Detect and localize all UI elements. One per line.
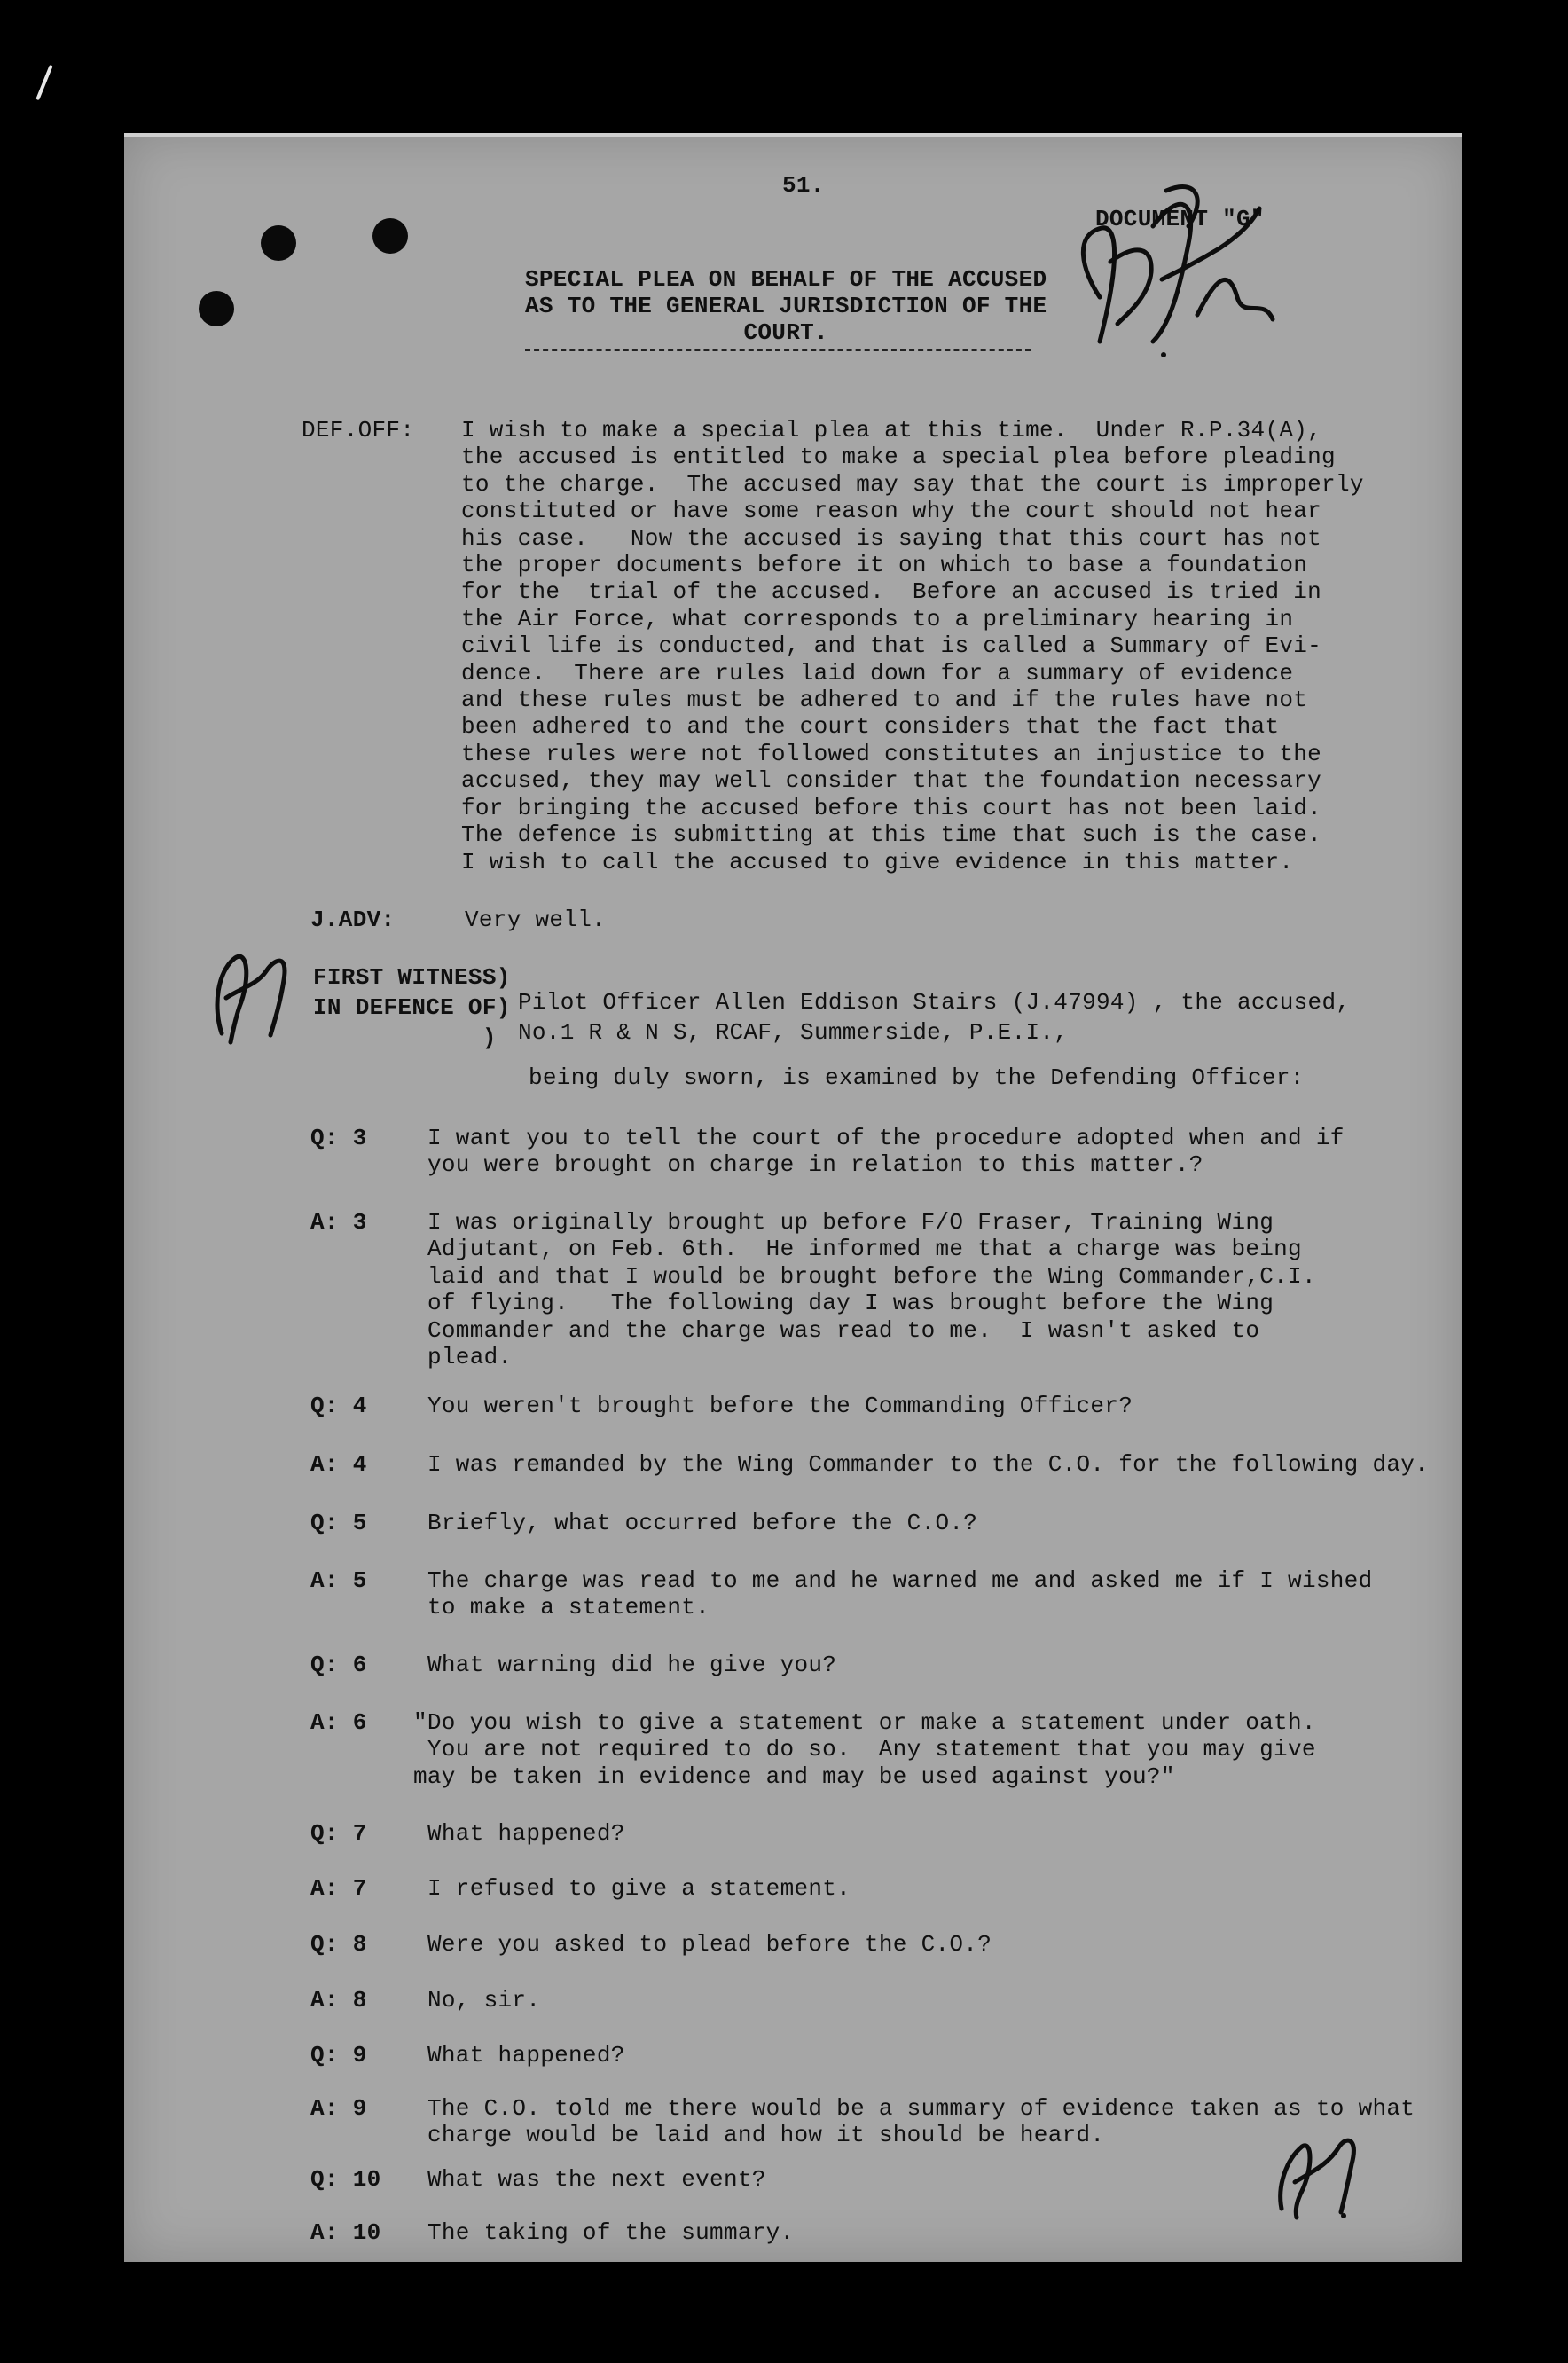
qa-text: [427, 1209, 1316, 1370]
qa-number: A: 4: [310, 1451, 367, 1478]
qa-line: I was originally brought up before F/O Fraser, Training Wing: [427, 1209, 1274, 1236]
qa-number: Q: 6: [310, 1652, 367, 1678]
document-title: [525, 266, 1047, 346]
qa-text: [427, 1125, 1345, 1179]
signature-initials-top: [1047, 173, 1304, 368]
qa-number: Q: 9: [310, 2042, 367, 2069]
qa-line: laid and that I would be brought before the Wing Commander,C.I.: [427, 1262, 1316, 1290]
statement-line: dence. There are rules laid down for a summary of evidence: [461, 659, 1294, 687]
j-adv-text: Very well.: [465, 907, 607, 933]
qa-number: A: 9: [310, 2095, 367, 2122]
document-label: DOCUMENT "G": [1095, 206, 1265, 232]
title-line: AS TO THE GENERAL JURISDICTION OF THE: [525, 293, 1047, 319]
qa-number: A: 7: [310, 1875, 367, 1902]
statement-line: the proper documents before it on which to base a foundation: [461, 552, 1308, 579]
qa-number: A: 6: [310, 1709, 367, 1736]
statement-line: civil life is conducted, and that is called a Summary of Evi-: [461, 632, 1322, 660]
qa-line: charge would be laid and how it should be heard.: [427, 2122, 1105, 2149]
punch-hole: [199, 291, 234, 326]
qa-number: Q: 3: [310, 1125, 367, 1151]
sworn-statement: being duly sworn, is examined by the Defending Officer:: [529, 1064, 1305, 1091]
statement-line: for the trial of the accused. Before an accused is tried in: [461, 578, 1322, 606]
witness-initials: [195, 936, 310, 1051]
statement-line: his case. Now the accused is saying that this court has not: [461, 524, 1322, 552]
title-line: COURT.: [743, 319, 828, 346]
def-off-statement: [461, 417, 1364, 875]
qa-line: to make a statement.: [427, 1594, 710, 1621]
qa-text: What was the next event?: [427, 2166, 766, 2193]
witness-text-line: No.1 R & N S, RCAF, Summerside, P.E.I.,: [518, 1019, 1069, 1046]
qa-line: You are not required to do so. Any statement that you may give: [413, 1736, 1316, 1763]
statement-line: I wish to make a special plea at this time. Under R.P.34(A),: [461, 417, 1322, 444]
qa-text: I refused to give a statement.: [427, 1875, 851, 1902]
qa-line: you were brought on charge in relation to this matter.?: [427, 1151, 1203, 1179]
qa-line: "Do you wish to give a statement or make a statement under oath.: [413, 1709, 1316, 1736]
statement-line: the Air Force, what corresponds to a preliminary hearing in: [461, 605, 1294, 632]
qa-number: Q: 7: [310, 1820, 367, 1847]
qa-text: The taking of the summary.: [427, 2219, 795, 2246]
qa-number: Q: 4: [310, 1393, 367, 1419]
qa-line: Adjutant, on Feb. 6th. He informed me that a charge was being: [427, 1236, 1302, 1263]
document-page: [124, 133, 1462, 2262]
qa-text: You weren't brought before the Commanding Officer?: [427, 1393, 1133, 1419]
qa-text: No, sir.: [427, 1987, 541, 2014]
statement-line: and these rules must be adhered to and if the rules have not: [461, 687, 1308, 714]
witness-text-line: Pilot Officer Allen Eddison Stairs (J.47994) , the accused,: [518, 989, 1351, 1016]
qa-text: I was remanded by the Wing Commander to the C.O. for the following day.: [427, 1451, 1430, 1478]
punch-hole: [372, 218, 408, 254]
j-adv-label: J.ADV:: [310, 907, 396, 933]
qa-text: [413, 1709, 1316, 1790]
statement-line: for bringing the accused before this court has not been laid.: [461, 794, 1322, 821]
statement-line: these rules were not followed constitutes an injustice to the: [461, 740, 1322, 767]
signature-initials-bottom: [1259, 2120, 1375, 2226]
qa-number: A: 8: [310, 1987, 367, 2014]
statement-line: I wish to call the accused to give evidence in this matter.: [461, 848, 1294, 875]
qa-text: Briefly, what occurred before the C.O.?: [427, 1510, 978, 1536]
qa-text: What happened?: [427, 1820, 625, 1847]
statement-line: constituted or have some reason why the court should not hear: [461, 498, 1322, 525]
witness-identity: [518, 987, 1350, 1048]
witness-label-line: FIRST WITNESS): [313, 964, 511, 991]
qa-line: The charge was read to me and he warned me and asked me if I wished: [427, 1567, 1373, 1594]
qa-line: Commander and the charge was read to me. I wasn't asked to: [427, 1316, 1260, 1344]
qa-line: The C.O. told me there would be a summary of evidence taken as to what: [427, 2095, 1415, 2122]
qa-line: of flying. The following day I was brought before the Wing: [427, 1290, 1274, 1317]
qa-number: Q: 8: [310, 1931, 367, 1958]
qa-number: A: 5: [310, 1567, 367, 1594]
qa-line: I want you to tell the court of the procedure adopted when and if: [427, 1125, 1345, 1151]
statement-line: to the charge. The accused may say that the court is improperly: [461, 470, 1364, 498]
qa-number: A: 10: [310, 2219, 381, 2246]
def-off-label: DEF.OFF:: [302, 417, 415, 444]
punch-hole: [261, 225, 296, 261]
statement-line: accused, they may well consider that the foundation necessary: [461, 767, 1322, 795]
statement-line: The defence is submitting at this time that such is the case.: [461, 821, 1322, 849]
qa-line: may be taken in evidence and may be used against you?": [413, 1762, 1175, 1790]
witness-label: [313, 962, 511, 1053]
page-number: 51.: [782, 172, 825, 199]
qa-number: Q: 10: [310, 2166, 381, 2193]
margin-tick-mark: [35, 65, 52, 100]
qa-text: What warning did he give you?: [427, 1652, 837, 1678]
qa-number: Q: 5: [310, 1510, 367, 1536]
qa-text: [427, 1567, 1372, 1621]
witness-label-line: IN DEFENCE OF): [313, 994, 511, 1021]
statement-line: been adhered to and the court considers that the fact that: [461, 713, 1280, 741]
statement-line: the accused is entitled to make a special plea before pleading: [461, 444, 1336, 471]
qa-number: A: 3: [310, 1209, 367, 1236]
qa-text: Were you asked to plead before the C.O.?: [427, 1931, 992, 1958]
qa-line: plead.: [427, 1344, 513, 1371]
witness-label-line: ): [313, 1024, 497, 1051]
title-underline: [525, 349, 1031, 351]
qa-text: What happened?: [427, 2042, 625, 2069]
title-line: SPECIAL PLEA ON BEHALF OF THE ACCUSED: [525, 266, 1047, 293]
